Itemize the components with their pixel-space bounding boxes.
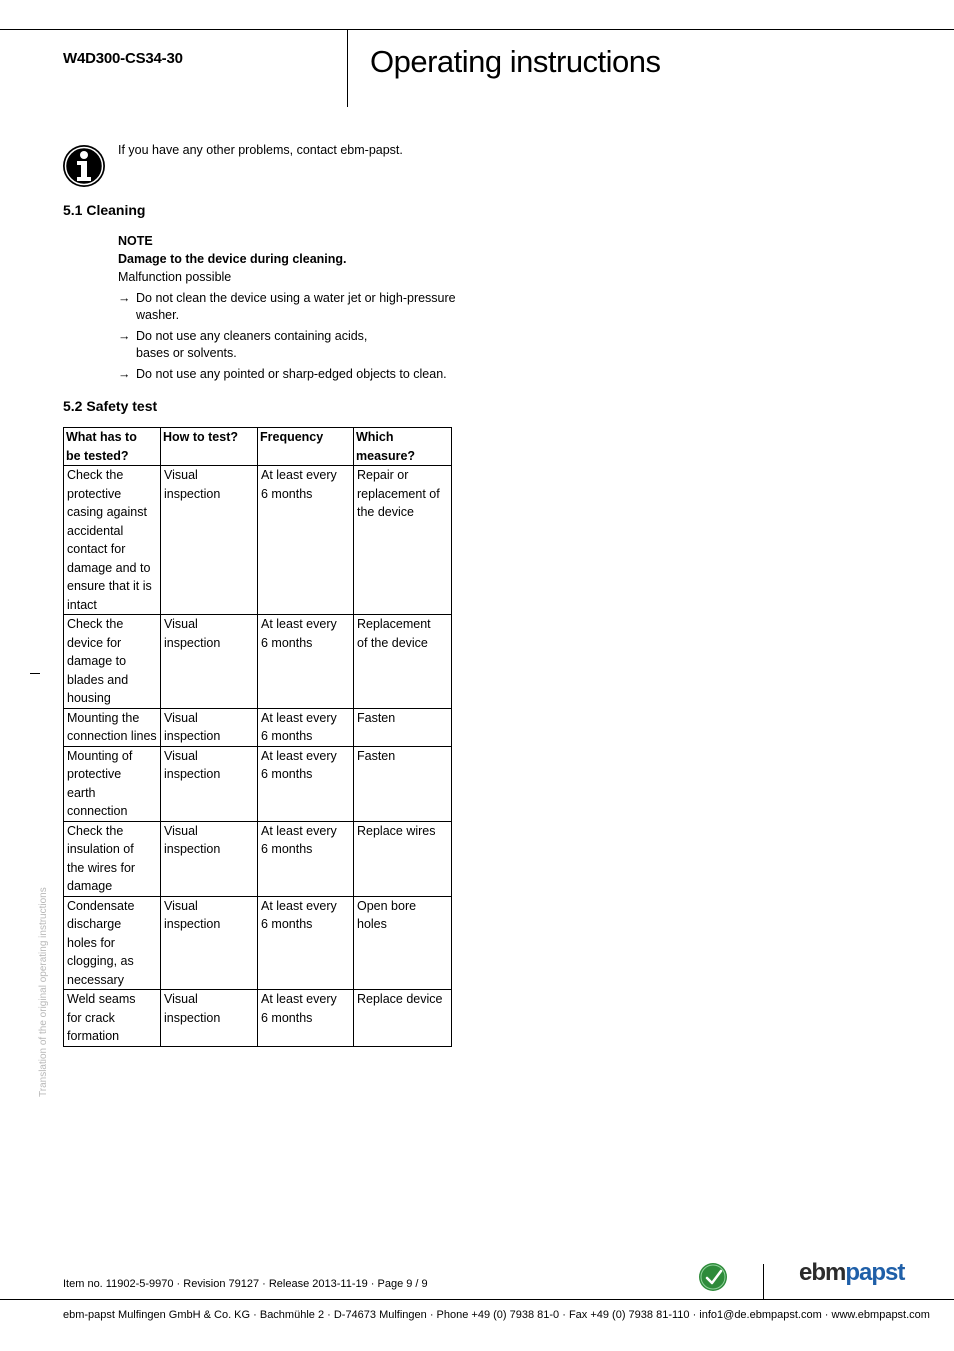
table-row: [64, 990, 452, 1047]
note-list-item: [118, 328, 458, 362]
table-cell: [354, 466, 452, 615]
table-cell: [161, 615, 258, 709]
cell-text: Visual inspection: [164, 898, 221, 931]
cell-text: Visual inspection: [164, 617, 221, 650]
note-item-text: bases or solvents.: [136, 346, 237, 360]
table-cell: [161, 746, 258, 821]
table-cell: [354, 746, 452, 821]
cell-text: device for: [67, 635, 122, 650]
column-header-text: Which: [356, 430, 394, 444]
cell-text: Visual inspection: [164, 748, 221, 781]
cleaning-note: [118, 232, 458, 383]
margin-mark: [30, 673, 40, 674]
cell-text: Visual inspection: [164, 468, 221, 501]
table-cell: [258, 615, 354, 709]
cell-text: Fasten: [357, 710, 396, 725]
table-row: [64, 466, 452, 615]
table-cell: [64, 990, 161, 1047]
cell-text: damage and to: [67, 560, 151, 575]
footer-rule: [0, 1299, 954, 1300]
cell-text: the wires for: [67, 860, 136, 875]
note-list-item: [118, 366, 458, 383]
column-header: [64, 428, 161, 466]
arrow-right-icon: →: [118, 329, 131, 343]
cell-text: the device: [357, 505, 414, 519]
table-cell: [64, 821, 161, 896]
table-cell: [354, 896, 452, 990]
footer-address: ebm-papst Mulfingen GmbH & Co. KG · Bachmühle 2 · D-74673 Mulfingen · Phone +49 (0) 7938 81-0 · Fax +49 (0) 7938 81-110 · info1@de.ebmpapst.com · www.ebmpapst.com: [63, 1309, 930, 1321]
cell-text: damage to: [67, 654, 127, 668]
table-row: [64, 708, 452, 746]
cell-text: Visual inspection: [164, 823, 221, 856]
note-item-text: washer.: [136, 308, 180, 322]
arrow-right-icon: →: [118, 367, 131, 381]
column-header-text: Frequency: [260, 430, 324, 444]
cell-text: accidental: [67, 523, 124, 538]
cell-text: Fasten: [357, 748, 396, 763]
column-header: [258, 428, 354, 466]
table-cell: [161, 466, 258, 615]
header-top-rule: [0, 29, 954, 30]
cell-text: replacement of: [357, 486, 440, 501]
logo-divider: [763, 1264, 764, 1300]
item-info: Item no. 11902-5-9970 · Revision 79127 · Release 2013-11-19 · Page 9 / 9: [63, 1278, 428, 1290]
cell-text: Check the: [67, 823, 124, 838]
cell-text: At least every: [261, 992, 337, 1006]
cell-text: of the device: [357, 635, 428, 650]
page-title: Operating instructions: [370, 44, 661, 79]
table-cell: [161, 708, 258, 746]
table-cell: [161, 990, 258, 1047]
safety-test-table: [63, 427, 452, 1047]
column-header-text: measure?: [356, 448, 416, 463]
table-cell: [258, 821, 354, 896]
cell-text: At least every: [261, 823, 337, 838]
greentech-badge-icon: [698, 1262, 728, 1292]
cell-text: formation: [67, 1029, 120, 1043]
cell-text: 6 months: [261, 1010, 313, 1025]
cell-text: At least every: [261, 898, 337, 913]
cell-text: casing against: [67, 505, 147, 519]
cell-text: Replace wires: [357, 823, 436, 838]
column-header: [354, 428, 452, 466]
logo-papst: papst: [845, 1259, 905, 1286]
section-heading-cleaning: 5.1 Cleaning: [63, 202, 146, 218]
cell-text: blades and: [67, 672, 129, 687]
cell-text: At least every: [261, 468, 337, 482]
cell-text: intact: [67, 597, 97, 612]
cell-text: protective: [67, 486, 122, 501]
logo-ebm: ebm: [799, 1259, 846, 1286]
cell-text: damage: [67, 879, 113, 893]
cell-text: Mounting the: [67, 710, 140, 725]
cell-text: housing: [67, 691, 111, 705]
table-cell: [161, 821, 258, 896]
note-item-text: Do not use any cleaners containing acids,: [136, 329, 368, 343]
table-cell: [64, 466, 161, 615]
cell-text: 6 months: [261, 842, 313, 856]
arrow-right-icon: →: [118, 291, 131, 305]
note-subtitle: Malfunction possible: [118, 270, 232, 284]
cell-text: protective: [67, 767, 122, 781]
cell-text: Visual inspection: [164, 710, 221, 743]
table-cell: [258, 746, 354, 821]
cell-text: Visual inspection: [164, 992, 221, 1025]
cell-text: At least every: [261, 748, 337, 763]
cell-text: clogging, as: [67, 954, 134, 968]
table-header-row: [64, 428, 452, 466]
info-icon: [62, 144, 106, 188]
cell-text: insulation of: [67, 842, 134, 856]
cell-text: ensure that it is: [67, 579, 152, 593]
column-header-text: be tested?: [66, 448, 129, 463]
table-row: [64, 746, 452, 821]
cell-text: 6 months: [261, 917, 313, 931]
table-cell: [161, 896, 258, 990]
table-row: [64, 896, 452, 990]
table-cell: [64, 615, 161, 709]
cell-text: 6 months: [261, 729, 313, 743]
model-number: W4D300-CS34-30: [63, 50, 183, 67]
table-cell: [64, 708, 161, 746]
cell-text: holes for: [67, 935, 115, 950]
cell-text: Check the: [67, 468, 124, 482]
cell-text: connection lines: [67, 729, 157, 743]
table-cell: [354, 990, 452, 1047]
table-cell: [258, 896, 354, 990]
table-cell: [64, 896, 161, 990]
info-text: If you have any other problems, contact ebm-papst.: [118, 143, 403, 157]
cell-text: for crack: [67, 1010, 115, 1025]
cell-text: 6 months: [261, 486, 313, 501]
note-item-text: Do not use any pointed or sharp-edged objects to clean.: [136, 367, 447, 381]
cell-text: Check the: [67, 617, 124, 631]
note-label: NOTE: [118, 234, 153, 248]
note-list-item: [118, 290, 458, 324]
table-cell: [354, 708, 452, 746]
cell-text: At least every: [261, 710, 337, 725]
cell-text: earth connection: [67, 785, 128, 818]
cell-text: Condensate: [67, 898, 135, 913]
table-cell: [354, 821, 452, 896]
cell-text: Open bore holes: [357, 898, 417, 931]
table-cell: [354, 615, 452, 709]
column-header-text: What has to: [66, 430, 137, 444]
cell-text: Replace device: [357, 992, 443, 1006]
cell-text: contact for: [67, 542, 126, 556]
header-divider: [347, 29, 348, 107]
column-header-text: How to test?: [163, 430, 238, 444]
column-header: [161, 428, 258, 466]
cell-text: 6 months: [261, 767, 313, 781]
cell-text: Replacement: [357, 617, 431, 631]
cell-text: Weld seams: [67, 992, 136, 1006]
translation-note: Translation of the original operating instructions: [38, 887, 49, 1097]
cell-text: necessary: [67, 972, 124, 987]
ebmpapst-logo: [799, 1259, 904, 1287]
table-cell: [258, 708, 354, 746]
table-cell: [258, 990, 354, 1047]
cell-text: discharge: [67, 917, 122, 931]
table-cell: [258, 466, 354, 615]
table-cell: [64, 746, 161, 821]
cell-text: At least every: [261, 617, 337, 631]
note-item-text: Do not clean the device using a water jet or high-pressure: [136, 291, 456, 305]
table-row: [64, 821, 452, 896]
section-heading-safety-test: 5.2 Safety test: [63, 398, 158, 414]
cell-text: Mounting of: [67, 748, 133, 763]
table-row: [64, 615, 452, 709]
cell-text: 6 months: [261, 635, 313, 650]
cell-text: Repair or: [357, 468, 409, 482]
note-title: Damage to the device during cleaning.: [118, 252, 347, 266]
